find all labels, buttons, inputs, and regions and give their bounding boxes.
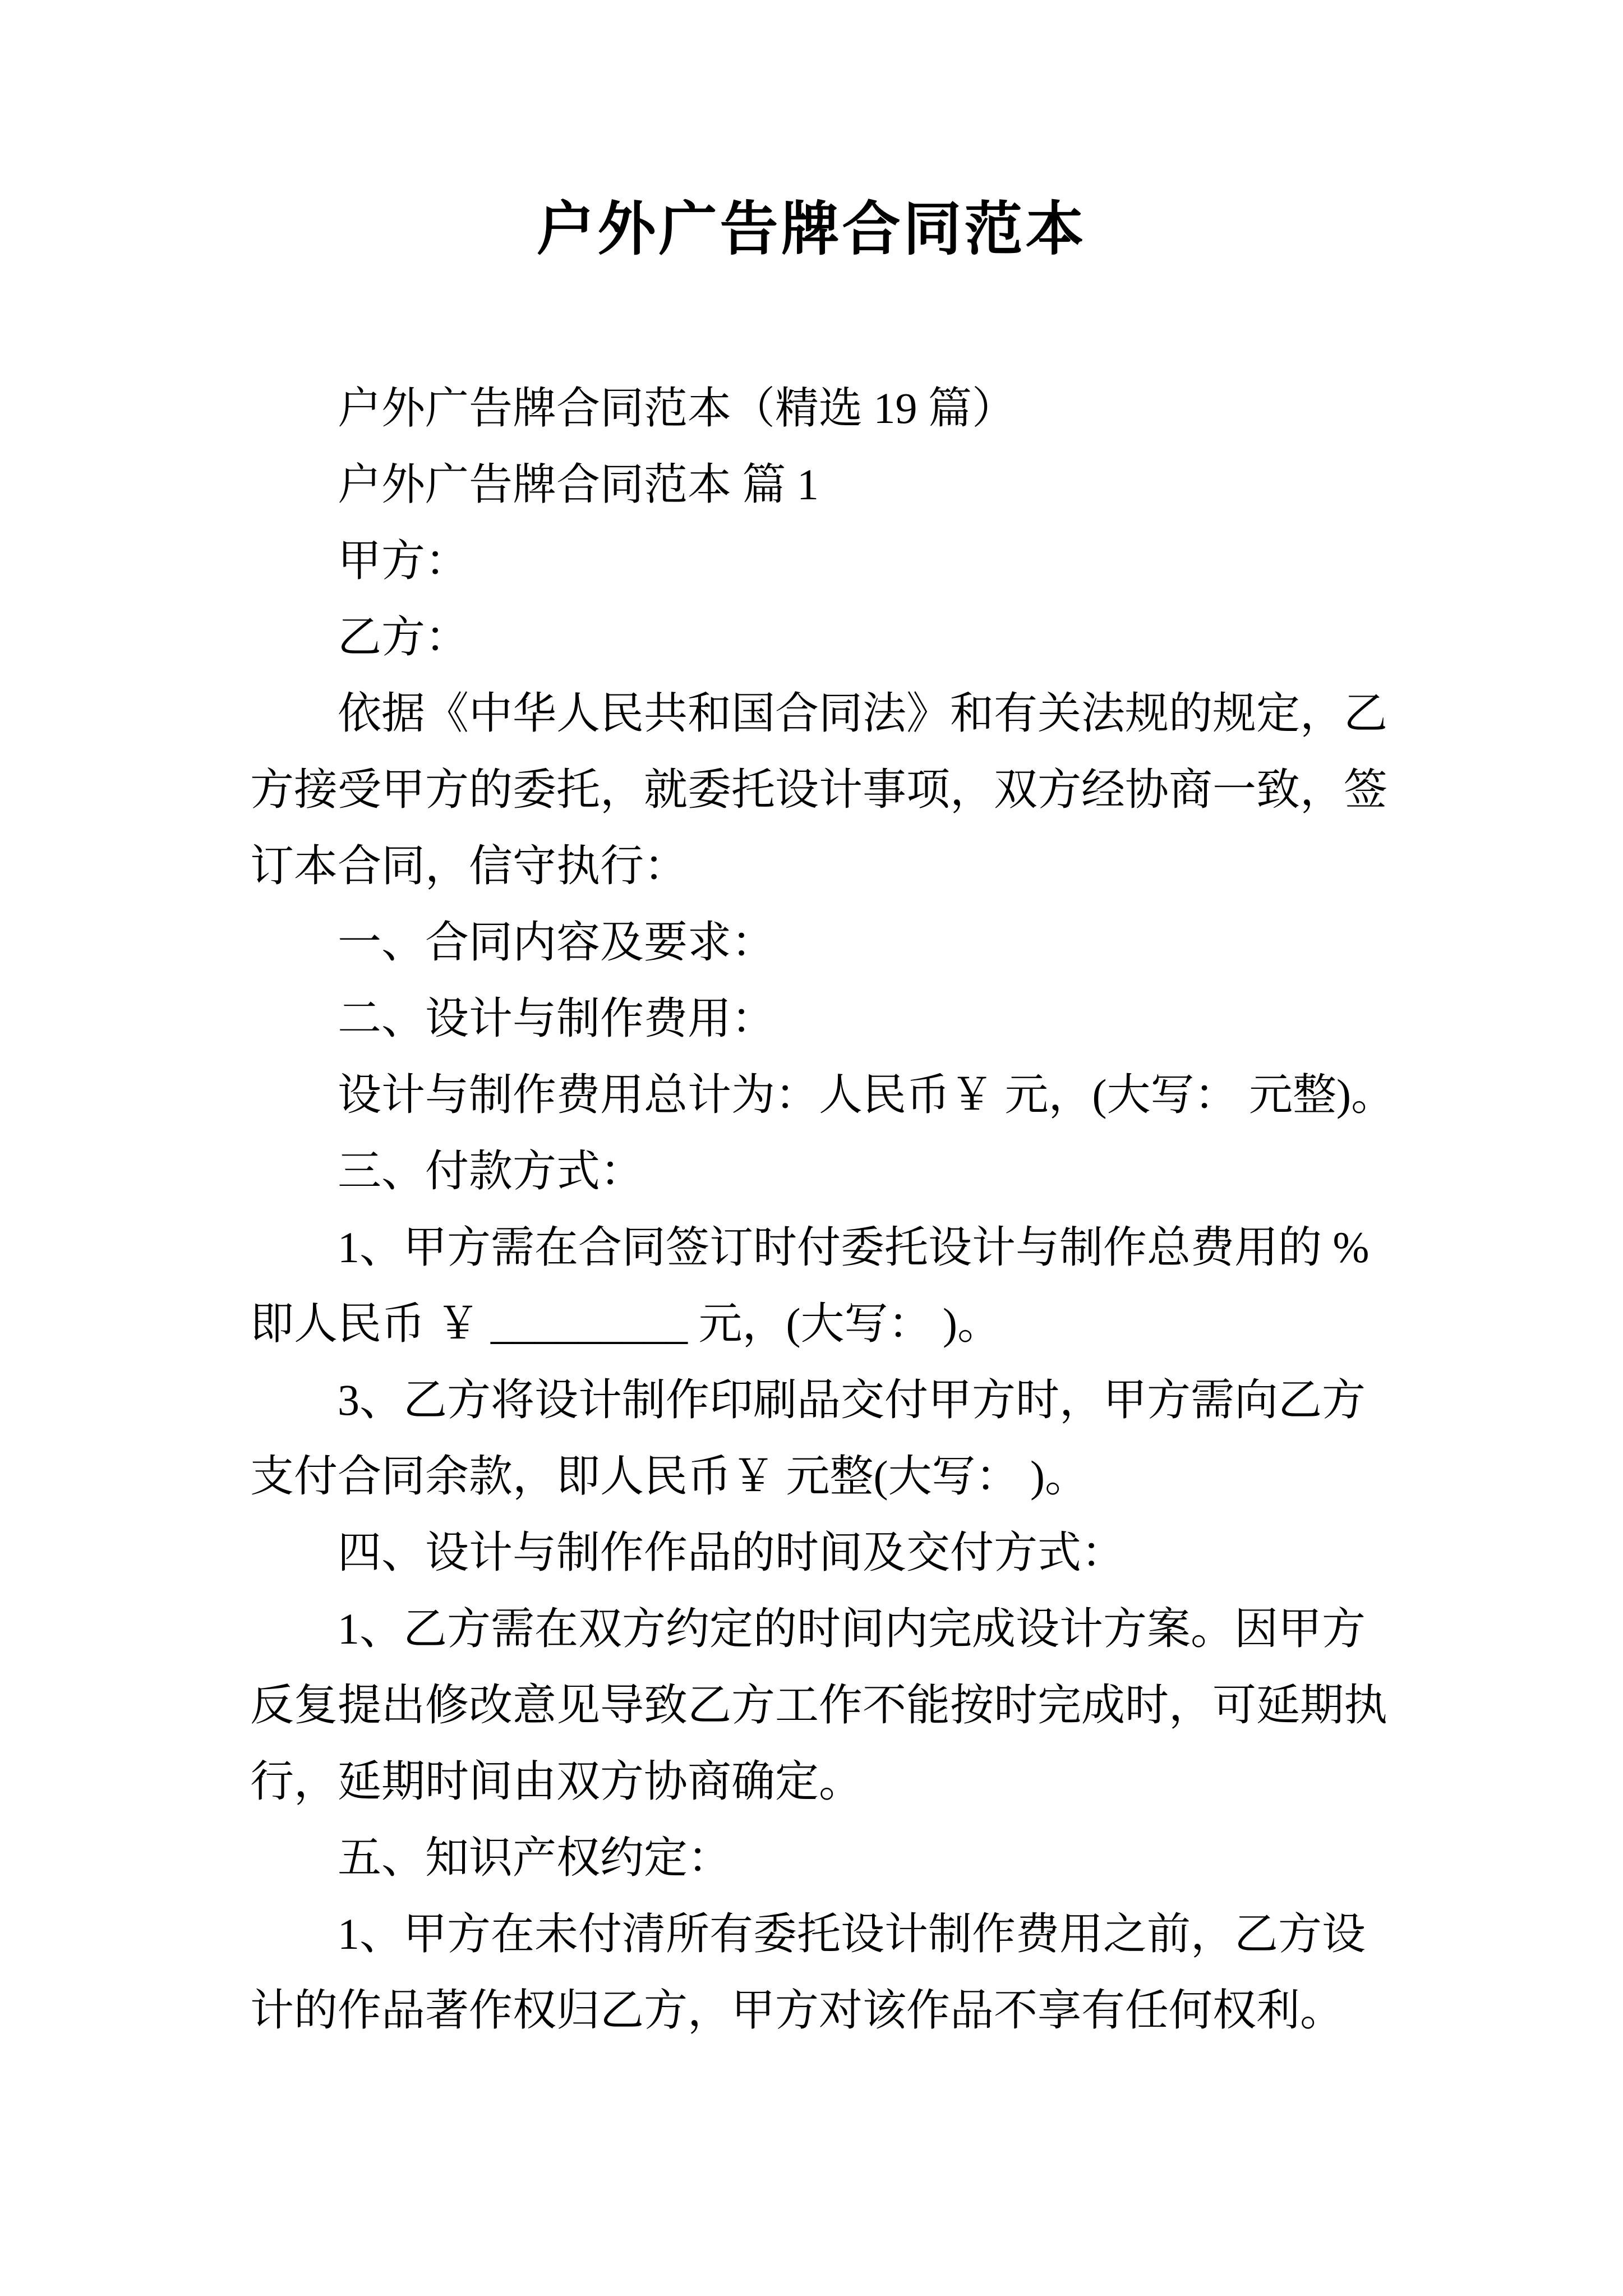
document-line: 方接受甲方的委托，就委托设计事项，双方经协商一致，签 bbox=[250, 765, 1388, 814]
document-line: 即人民币 ￥ _________ 元，(大写： )。 bbox=[250, 1299, 1001, 1348]
document-line: 订本合同，信守执行： bbox=[250, 841, 688, 890]
document-line: 行，延期时间由双方协商确定。 bbox=[250, 1757, 863, 1806]
document-line: 1、乙方需在双方约定的时间内完成设计方案。因甲方 bbox=[338, 1604, 1366, 1653]
document-line: 五、知识产权约定： bbox=[338, 1833, 732, 1882]
document-line: 3、乙方将设计制作印刷品交付甲方时，甲方需向乙方 bbox=[338, 1375, 1366, 1424]
document-line: 设计与制作费用总计为：人民币￥ 元，(大写： 元整)。 bbox=[338, 1070, 1395, 1119]
document-body bbox=[250, 370, 1461, 2049]
document-line: 户外广告牌合同范本（精选 19 篇） bbox=[338, 384, 1016, 432]
document-line: 四、设计与制作作品的时间及交付方式： bbox=[338, 1528, 1126, 1577]
document-title: 户外广告牌合同范本 bbox=[536, 197, 1087, 262]
document-line: 乙方： bbox=[338, 613, 469, 661]
document-line: 计的作品著作权归乙方，甲方对该作品不享有任何权利。 bbox=[250, 1986, 1344, 2035]
document-line: 1、甲方在未付清所有委托设计制作费用之前，乙方设 bbox=[338, 1910, 1366, 1958]
document-line: 1、甲方需在合同签订时付委托设计与制作总费用的 % bbox=[338, 1223, 1370, 1272]
document-line: 二、设计与制作费用： bbox=[338, 994, 776, 1043]
document-line: 支付合同余款，即人民币￥ 元整(大写： )。 bbox=[250, 1452, 1089, 1501]
document-line: 依据《中华人民共和国合同法》和有关法规的规定，乙 bbox=[338, 689, 1388, 738]
document-line: 反复提出修改意见导致乙方工作不能按时完成时，可延期执 bbox=[250, 1681, 1388, 1729]
document-line: 户外广告牌合同范本 篇 1 bbox=[338, 460, 819, 509]
document-line: 甲方： bbox=[338, 536, 469, 585]
document-line: 一、合同内容及要求： bbox=[338, 918, 776, 967]
document-line: 三、付款方式： bbox=[338, 1147, 644, 1195]
